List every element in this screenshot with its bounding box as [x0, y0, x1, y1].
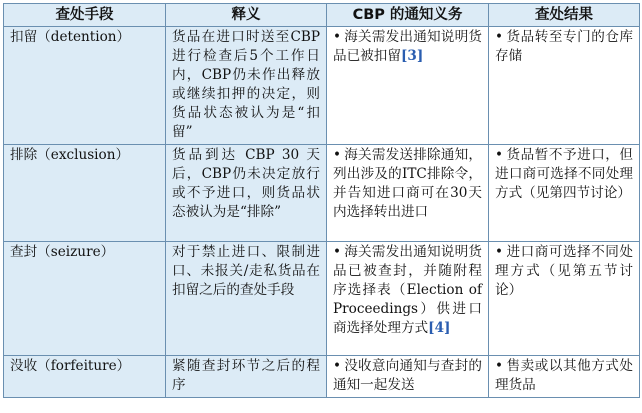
cell-method: 查封（seizure）	[4, 242, 166, 356]
enforcement-table	[3, 3, 640, 398]
table-row	[4, 27, 640, 145]
cell-result	[489, 356, 640, 398]
cell-notice	[327, 242, 489, 356]
notice-text: 海关需发出通知说明货品已被查封，并随附程序选择表（Election of Proceedings）供进口商选择处理方式	[333, 244, 482, 336]
bullet-icon	[333, 244, 344, 260]
cell-definition: 紧随查封环节之后的程序	[166, 356, 327, 398]
result-text: 售卖或以其他方式处理货品	[495, 358, 633, 393]
table-row	[4, 145, 640, 242]
notice-text: 没收意向通知与查封的通知一起发送	[333, 358, 482, 393]
cell-method: 没收（forfeiture）	[4, 356, 166, 398]
result-text: 货品转至专门的仓库存储	[495, 29, 633, 64]
bullet-icon	[333, 147, 344, 163]
notice-text: 海关需发送排除通知，列出涉及的ITC排除令，并告知进口商可在30天内选择转出进口	[333, 147, 482, 220]
cell-result	[489, 27, 640, 145]
cell-notice	[327, 27, 489, 145]
header-definition: 释义	[166, 4, 327, 27]
header-result: 查处结果	[489, 4, 640, 27]
bullet-icon	[333, 358, 344, 374]
bullet-icon	[495, 358, 506, 374]
cell-result	[489, 242, 640, 356]
cell-notice	[327, 356, 489, 398]
cell-method: 排除（exclusion）	[4, 145, 166, 242]
header-notice: CBP 的通知义务	[327, 4, 489, 27]
notice-text: 海关需发出通知说明货品已被扣留	[333, 29, 482, 64]
bullet-icon	[495, 244, 506, 260]
cell-method: 扣留（detention）	[4, 27, 166, 145]
table-header-row	[4, 4, 640, 27]
bullet-icon	[333, 29, 344, 45]
cell-notice	[327, 145, 489, 242]
table-row	[4, 356, 640, 398]
footnote-link[interactable]: [4]	[428, 320, 451, 336]
header-method: 查处手段	[4, 4, 166, 27]
footnote-link[interactable]: [3]	[400, 48, 424, 64]
result-text: 进口商可选择不同处理方式（见第五节讨论）	[495, 244, 633, 298]
cell-definition: 对于禁止进口、限制进口、未报关/走私货品在扣留之后的查处手段	[166, 242, 327, 356]
cell-definition: 货品在进口时送至CBP进行检查后5个工作日内，CBP仍未作出释放或继续扣押的决定，则货品状态被认为是“扣留”	[166, 27, 327, 145]
cell-result	[489, 145, 640, 242]
cell-definition: 货品到达 CBP 30 天后，CBP仍未决定放行或不予进口，则货品状态被认为是“排除”	[166, 145, 327, 242]
result-text: 货品暂不予进口，但进口商可选择不同处理方式（见第四节讨论）	[495, 147, 633, 201]
table-row	[4, 242, 640, 356]
bullet-icon	[495, 29, 506, 45]
bullet-icon	[495, 147, 506, 163]
